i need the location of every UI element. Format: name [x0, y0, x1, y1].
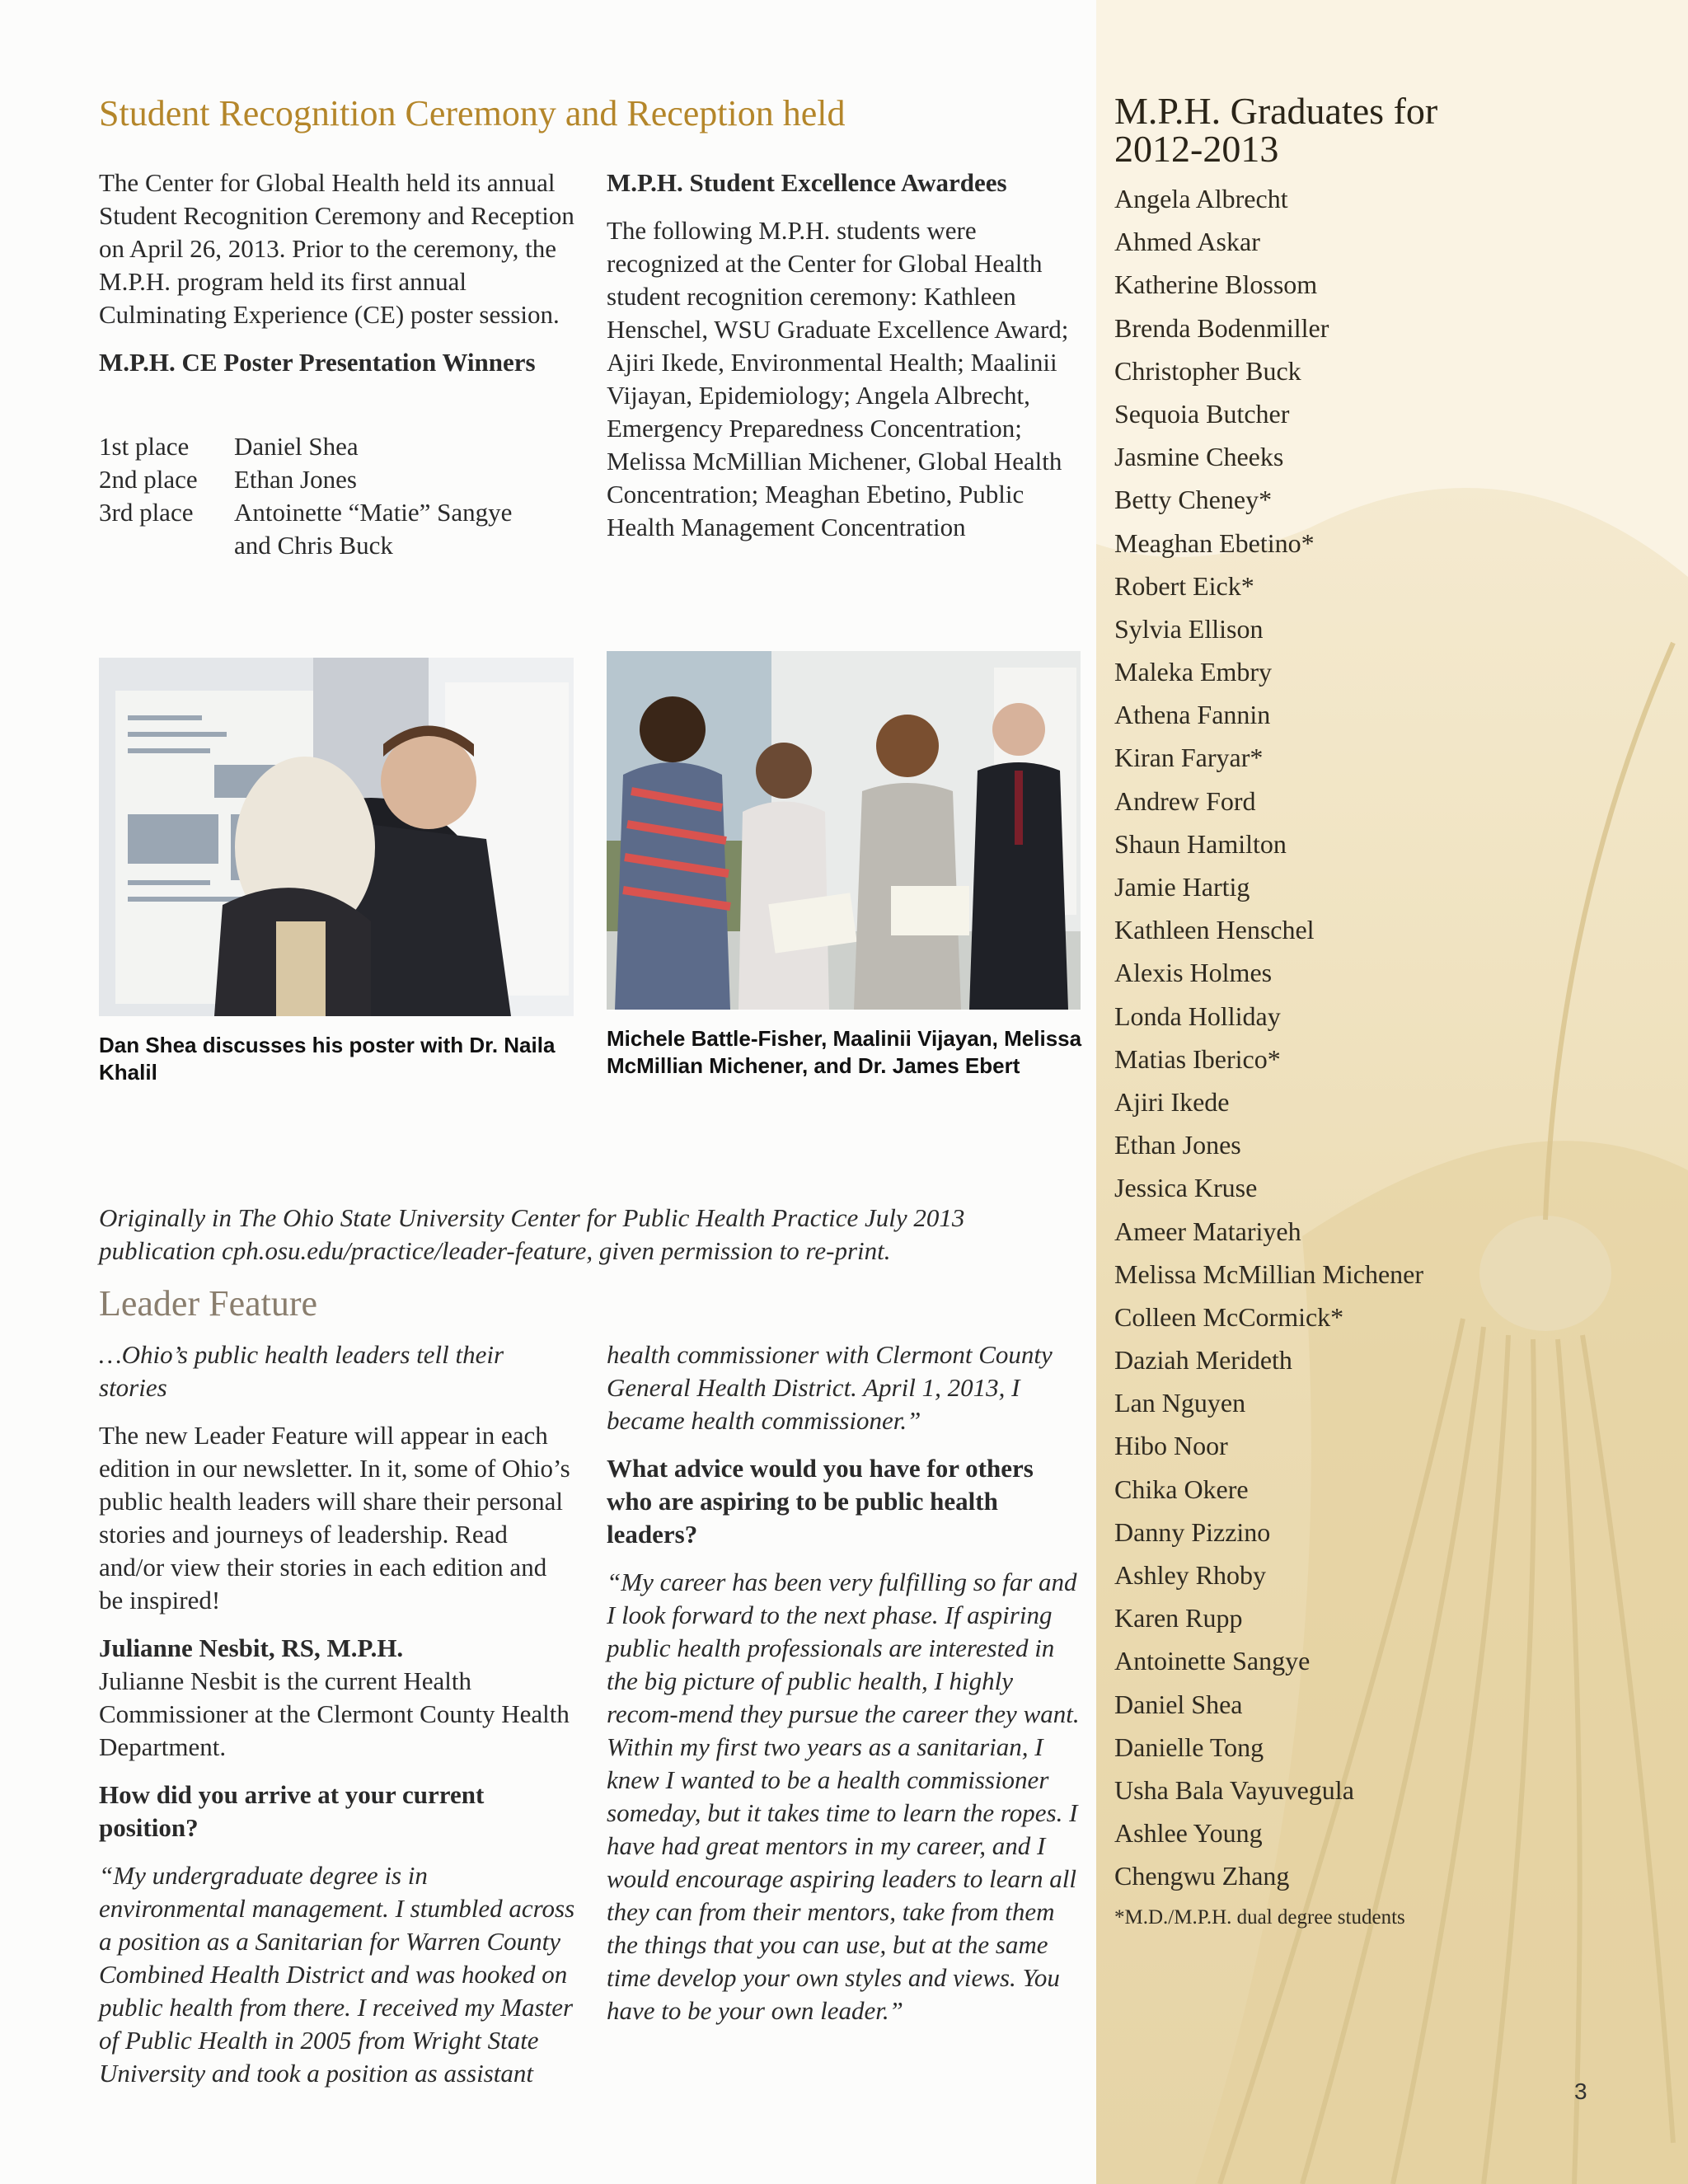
graduate-name: Londa Holliday — [1114, 1001, 1281, 1031]
graduate-name: Antoinette Sangye — [1114, 1646, 1311, 1676]
graduates-list — [1114, 177, 1423, 1898]
graduate-name: Sequoia Butcher — [1114, 398, 1290, 429]
graduate-name: Ashlee Young — [1114, 1818, 1263, 1849]
graduate-name: Robert Eick* — [1114, 570, 1254, 601]
winner-place: 3rd place — [99, 498, 194, 527]
graduate-name: Ajiri Ikede — [1114, 1086, 1230, 1117]
sidebar-title — [1114, 92, 1437, 168]
article-title: Student Recognition Ceremony and Reception held — [99, 93, 846, 134]
graduate-name: Chengwu Zhang — [1114, 1861, 1290, 1891]
winner-names: Ethan Jones — [234, 465, 357, 494]
graduate-name: Katherine Blossom — [1114, 269, 1318, 300]
leader-description: Julianne Nesbit is the current Health Commissioner at the Clermont County Health Department. — [99, 1666, 570, 1761]
graduate-name: Colleen McCormick* — [1114, 1301, 1344, 1332]
graduate-name: Shaun Hamilton — [1114, 828, 1287, 859]
graduate-name: Kathleen Henschel — [1114, 915, 1315, 945]
sidebar-title-line: 2012-2013 — [1114, 128, 1279, 170]
graduate-name: Jasmine Cheeks — [1114, 442, 1284, 472]
graduate-name: Brenda Bodenmiller — [1114, 312, 1329, 343]
graduate-name: Hibo Noor — [1114, 1431, 1228, 1461]
graduate-name: Ashley Rhoby — [1114, 1560, 1266, 1590]
graduate-name: Christopher Buck — [1114, 355, 1301, 386]
sidebar-title-line: M.P.H. Graduates for — [1114, 90, 1438, 132]
graduate-name: Kiran Faryar* — [1114, 743, 1264, 773]
photo-poster-discussion — [99, 658, 574, 1016]
answer-text: “My undergraduate degree is in environmental management. I stumbled across a position as a Sanitarian for Warren County Combined Health District and was hooked on public health from there. I received my Master of Public Health in 2005 from Wright State University and took a position as assistant — [99, 1861, 575, 2088]
winner-place: 1st place — [99, 432, 190, 461]
leader-intro: The new Leader Feature will appear in each edition in our newsletter. In it, some of Ohio’s public health leaders will share their personal stories and journeys of leadership. Read and/or view their stories in each edition and be inspired! — [99, 1421, 570, 1615]
graduate-name: Sylvia Ellison — [1114, 613, 1264, 644]
poster-winners-heading: M.P.H. CE Poster Presentation Winners — [99, 348, 536, 377]
graduate-name: Maleka Embry — [1114, 657, 1273, 687]
graduate-name: Jessica Kruse — [1114, 1173, 1258, 1203]
graduate-name: Ameer Matariyeh — [1114, 1216, 1301, 1246]
question-heading: What advice would you have for others who are aspiring to be public health leaders? — [607, 1454, 1034, 1549]
winner-row — [99, 430, 577, 463]
photo-awardees-group — [607, 651, 1081, 1010]
awardees-column — [607, 166, 1078, 544]
question-heading: How did you arrive at your current position? — [99, 1780, 485, 1842]
leader-name: Julianne Nesbit, RS, M.P.H. — [99, 1633, 404, 1662]
winner-names: Daniel Shea — [234, 432, 359, 461]
graduate-name: Jamie Hartig — [1114, 872, 1250, 902]
graduate-name: Lan Nguyen — [1114, 1388, 1246, 1418]
graduate-name: Andrew Ford — [1114, 785, 1256, 816]
graduate-name: Angela Albrecht — [1114, 184, 1288, 213]
dual-degree-footnote: *M.D./M.P.H. dual degree students — [1114, 1906, 1405, 1929]
graduate-name: Meaghan Ebetino* — [1114, 527, 1315, 558]
graduate-name: Ethan Jones — [1114, 1130, 1241, 1160]
winner-names: Antoinette “Matie” Sangye and Chris Buck — [234, 498, 513, 560]
graduate-name: Betty Cheney* — [1114, 485, 1273, 515]
leader-feature-left-column — [99, 1338, 577, 2090]
photo-caption: Dan Shea discusses his poster with Dr. Naila Khalil — [99, 1033, 556, 1085]
section-title: Leader Feature — [99, 1283, 318, 1324]
source-note: Originally in The Ohio State University Center for Public Health Practice July 2013 publication cph.osu.edu/practice/leader-feature, given permission to re-print. — [99, 1203, 965, 1265]
graduate-name: Daniel Shea — [1114, 1689, 1243, 1719]
graduate-name: Daziah Merideth — [1114, 1345, 1292, 1376]
graduate-name: Athena Fannin — [1114, 700, 1271, 730]
awardees-text: The following M.P.H. students were recognized at the Center for Global Health student recognition ceremony: Kathleen Henschel, WSU Graduate Excellence Award; Ajiri Ikede, Environmental Health; Maalinii Vijayan, Epidemiology; Angela Albrecht, Emergency Preparedness Concentration; Melissa McMillian Michener, Global Health Concentration; Meaghan Ebetino, Public Health Management Concentration — [607, 216, 1069, 541]
leader-feature-right-column — [607, 1338, 1085, 2027]
graduate-name: Alexis Holmes — [1114, 958, 1273, 988]
graduate-name: Matias Iberico* — [1114, 1043, 1281, 1074]
graduate-name: Chika Okere — [1114, 1474, 1249, 1504]
graduate-name: Danny Pizzino — [1114, 1516, 1271, 1547]
winner-row — [99, 496, 577, 562]
graduate-name: Melissa McMillian Michener — [1114, 1258, 1424, 1289]
winner-row — [99, 463, 577, 496]
article-intro-column — [99, 166, 577, 379]
article-intro: The Center for Global Health held its annual Student Recognition Ceremony and Reception on April 26, 2013. Prior to the ceremony, the M.P.H. program held its first annual Culminating Experience (CE) poster session. — [99, 168, 574, 329]
graduates-sidebar — [1096, 0, 1688, 2184]
section-subtitle: …Ohio’s public health leaders tell their stories — [99, 1340, 504, 1402]
graduate-name: Karen Rupp — [1114, 1603, 1243, 1633]
graduate-name: Danielle Tong — [1114, 1732, 1264, 1762]
answer-text: “My career has been very fulfilling so far and I look forward to the next phase. If aspiring public health professionals are interested in the big picture of public health, I highly recom-mend they pursue the career they want. Within my first two years as a sanitarian, I knew I wanted to be a health commissioner someday, but it takes time to learn the ropes. I have had great mentors in my career, and I would encourage aspiring leaders to learn all they can from their mentors, take from them the things that you can use, but at the same time develop your own styles and views. You have to be your own leader.” — [607, 1568, 1080, 2025]
poster-winners-table — [99, 430, 577, 562]
graduate-name: Ahmed Askar — [1114, 227, 1260, 257]
page-number: 3 — [1574, 2079, 1587, 2104]
photo-caption: Michele Battle-Fisher, Maalinii Vijayan, Melissa McMillian Michener, and Dr. James Ebert — [607, 1026, 1082, 1078]
awardees-heading: M.P.H. Student Excellence Awardees — [607, 168, 1007, 197]
winner-place: 2nd place — [99, 465, 198, 494]
answer-continued: health commissioner with Clermont County General Health District. April 1, 2013, I became health commissioner.” — [607, 1340, 1053, 1435]
graduate-name: Usha Bala Vayuvegula — [1114, 1774, 1354, 1805]
